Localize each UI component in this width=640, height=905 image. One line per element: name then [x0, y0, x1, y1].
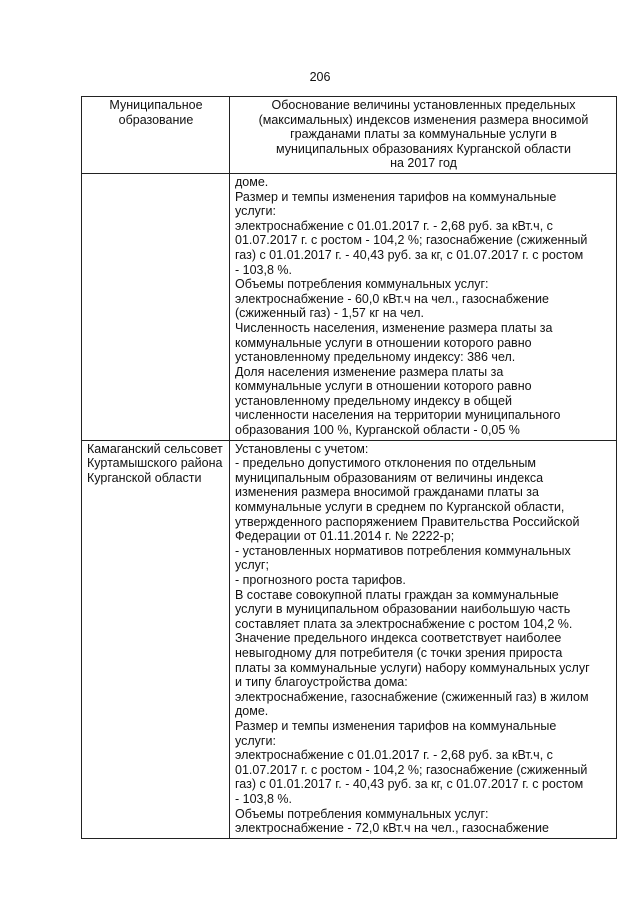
text-line: и типу благоустройства дома:: [235, 675, 408, 690]
text-line: Объемы потребления коммунальных услуг:: [235, 277, 489, 292]
text-line: коммунальные услуги в отношении которого равно: [235, 335, 532, 350]
page-number: 206: [309, 70, 331, 84]
text-line: электроснабжение, газоснабжение (сжиженный газ) в жилом: [235, 689, 589, 704]
justification-cell: [230, 440, 617, 838]
text-line: гражданами платы за коммунальные услуги в: [290, 127, 557, 142]
header-municipality: [82, 97, 230, 174]
text-line: - прогнозного роста тарифов.: [235, 573, 406, 587]
text-line: (максимальных) индексов изменения размера вносимой: [258, 112, 589, 127]
text-line: численности населения на территории муниципального: [235, 408, 561, 423]
text-line: коммунальные услуги в отношении которого равно: [235, 379, 532, 394]
text-line: Камаганский сельсовет: [87, 441, 223, 456]
text-line: газ) с 01.01.2017 г. - 40,43 руб. за кг, с 01.07.2017 г. с ростом: [235, 777, 584, 792]
table-row: [82, 440, 617, 838]
text-line: Установлены с учетом:: [235, 441, 369, 456]
text-line: Объемы потребления коммунальных услуг:: [235, 806, 489, 821]
utility-index-table: [81, 96, 617, 839]
text-line: - 103,8 %.: [235, 791, 292, 806]
text-line: доме.: [235, 174, 269, 189]
text-line: муниципальных образованиях Курганской области: [276, 141, 571, 156]
text-line: 01.07.2017 г. с ростом - 104,2 %; газоснабжение (сжиженный: [235, 233, 588, 248]
municipality-cell: [82, 173, 230, 440]
text-line: 01.07.2017 г. с ростом - 104,2 %; газоснабжение (сжиженный: [235, 762, 588, 777]
text-line: образование: [118, 112, 194, 127]
text-line: услуг;: [235, 558, 269, 573]
text-line: Федерации от 01.11.2014 г. № 2222-р;: [235, 529, 455, 544]
text-line: платы за коммунальные услуги) набору коммунальных услуг: [235, 660, 590, 675]
text-line: утвержденного распоряжением Правительства Российской: [235, 514, 580, 529]
text-line: Размер и темпы изменения тарифов на коммунальные: [235, 189, 557, 204]
text-line: В составе совокупной платы граждан за коммунальные: [235, 587, 559, 602]
text-line: Куртамышского района: [87, 456, 223, 471]
table-row: [82, 173, 617, 440]
text-line: Доля населения изменение размера платы за: [235, 364, 504, 379]
text-line: невыгодному для потребителя (с точки зрения прироста: [235, 645, 563, 660]
text-line: установленному предельному индексу в общей: [235, 393, 512, 408]
text-line: электроснабжение - 60,0 кВт.ч на чел., газоснабжение: [235, 291, 549, 306]
text-line: на 2017 год: [390, 156, 457, 171]
text-line: изменения размера вносимой гражданами платы за: [235, 485, 539, 500]
text-line: электроснабжение с 01.01.2017 г. - 2,68 руб. за кВт.ч, с: [235, 748, 553, 763]
header-justification: [230, 97, 617, 174]
text-line: газ) с 01.01.2017 г. - 40,43 руб. за кг, с 01.07.2017 г. с ростом: [235, 247, 584, 262]
text-line: коммунальные услуги в среднем по Курганской области,: [235, 500, 565, 515]
text-line: доме.: [235, 704, 269, 719]
municipality-cell: [82, 440, 230, 838]
text-line: Значение предельного индекса соответствует наиболее: [235, 631, 562, 646]
text-line: - предельно допустимого отклонения по отдельным: [235, 456, 537, 471]
text-line: - 103,8 %.: [235, 262, 292, 277]
text-line: Численность населения, изменение размера платы за: [235, 320, 553, 335]
text-line: установленному предельному индексу: 386 чел.: [235, 350, 516, 365]
text-line: услуги в муниципальном образовании наибольшую часть: [235, 602, 571, 617]
text-line: Курганской области: [87, 470, 202, 485]
text-line: Муниципальное: [109, 98, 203, 112]
text-line: муниципальным образованиям от величины индекса: [235, 470, 544, 485]
text-line: услуги:: [235, 204, 276, 219]
justification-cell: [230, 173, 617, 440]
text-line: составляет плата за электроснабжение с ростом 104,2 %.: [235, 616, 573, 631]
text-line: электроснабжение - 72,0 кВт.ч на чел., газоснабжение: [235, 821, 549, 836]
table-header-row: [82, 97, 617, 174]
text-line: образования 100 %, Курганской области - 0,05 %: [235, 423, 520, 438]
text-line: электроснабжение с 01.01.2017 г. - 2,68 руб. за кВт.ч, с: [235, 218, 553, 233]
text-line: (сжиженный газ) - 1,57 кг на чел.: [235, 306, 425, 321]
text-line: услуги:: [235, 733, 276, 748]
text-line: Размер и темпы изменения тарифов на коммунальные: [235, 718, 557, 733]
text-line: Обоснование величины установленных предельных: [271, 98, 576, 112]
text-line: - установленных нормативов потребления коммунальных: [235, 543, 571, 558]
